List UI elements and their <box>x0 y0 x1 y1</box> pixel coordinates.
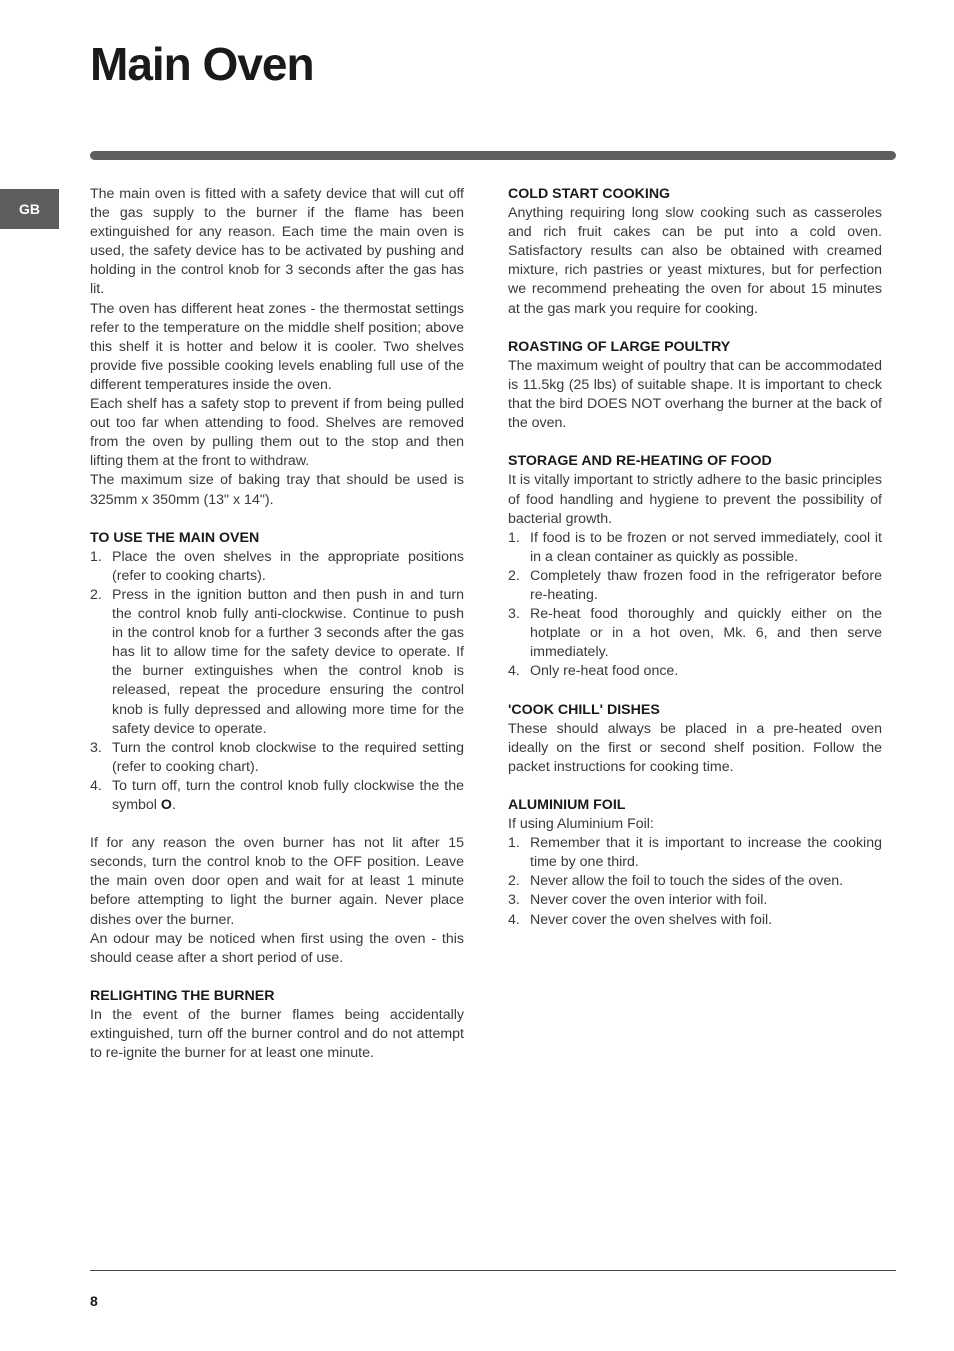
right-column <box>508 185 882 930</box>
list-item: 4. To turn off, turn the control knob fully clockwise the the symbol O. <box>90 777 464 813</box>
foil-steps-list <box>508 834 882 929</box>
list-item: 4. Never cover the oven shelves with foil. <box>508 911 773 928</box>
list-item: 3. Turn the control knob clockwise to the required setting (refer to cooking chart). <box>90 739 464 775</box>
cold-start-paragraph: Anything requiring long slow cooking such as casseroles and rich fruit cakes can be put into a cold oven. Satisfactory results can also be obtained with creamed mixture, rich pastries or yeast mixtures, but for perfection we recommend preheating the oven for about 15 minutes at the gas mark you require for cooking. <box>508 205 882 317</box>
note-paragraph: If for any reason the oven burner has not lit after 15 seconds, turn the control knob to the OFF position. Leave the main oven door open and wait for at least 1 minute before attempting to light the burner again. Never place dishes over the burner. <box>90 835 464 928</box>
storage-paragraph: It is vitally important to strictly adhere to the basic principles of food handling and hygiene to prevent the possibility of bacterial growth. <box>508 472 882 527</box>
off-symbol: O <box>160 797 172 813</box>
intro-paragraph: The oven has different heat zones - the thermostat settings refer to the temperature on the middle shelf position; above this shelf it is hotter and below it is cooler. Two shelves provide five possible cooking levels enabling full use of the different temperatures inside the oven. <box>90 300 464 393</box>
list-item: 1. Place the oven shelves in the appropriate positions (refer to cooking charts). <box>90 548 464 584</box>
list-item: 1. Remember that it is important to increase the cooking time by one third. <box>508 835 882 871</box>
page-title: Main Oven <box>90 38 314 90</box>
section-heading-poultry: ROASTING OF LARGE POULTRY <box>508 338 731 355</box>
section-heading-aluminium-foil: ALUMINIUM FOIL <box>508 797 626 813</box>
intro-paragraph: Each shelf has a safety stop to prevent if from being pulled out too far when attending to food. Shelves are removed from the oven by pulling them out to the stop and then lifting them at the front to withdraw. <box>90 396 464 470</box>
use-steps-list <box>90 548 464 815</box>
foil-intro: If using Aluminium Foil: <box>508 816 654 833</box>
intro-paragraph: The main oven is fitted with a safety device that will cut off the gas supply to the burner if the flame has been extinguished for any reason. Each time the main oven is used, the safety device has to be activated by pushing and holding in the control knob for 3 seconds after the gas has lit. <box>90 186 464 298</box>
section-heading-cold-start: COLD START COOKING <box>508 186 671 202</box>
footer-divider <box>90 1270 896 1271</box>
list-item: 2. Press in the ignition button and then push in and turn the control knob fully anti-clockwise. Continue to push in the control knob for a further 3 seconds after the gas has lit to allow time for the safety device to operate. If the burner extinguishes when the control knob is released, repeat the procedure ensuring the control knob is fully depressed and allowing more time for the safety device to operate. <box>90 586 464 737</box>
list-item: 4. Only re-heat food once. <box>508 663 679 680</box>
title-divider <box>90 151 896 160</box>
section-heading-cook-chill: 'COOK CHILL' DISHES <box>508 701 660 718</box>
list-item: 2. Never allow the foil to touch the sides of the oven. <box>508 873 844 890</box>
note-paragraph: An odour may be noticed when first using the oven - this should cease after a short period of use. <box>90 930 464 966</box>
list-item: 2. Completely thaw frozen food in the refrigerator before re-heating. <box>508 567 882 603</box>
relighting-paragraph: In the event of the burner flames being accidentally extinguished, turn off the burner control and do not attempt to re-ignite the burner for at least one minute. <box>90 1007 464 1062</box>
storage-steps-list <box>508 529 882 682</box>
list-item: 3. Never cover the oven interior with foil. <box>508 892 768 909</box>
intro-paragraph: The maximum size of baking tray that should be used is 325mm x 350mm (13" x 14"). <box>90 472 464 508</box>
cook-chill-paragraph: These should always be placed in a pre-heated oven ideally on the first or second shelf position. Follow the packet instructions for cooking time. <box>508 720 882 775</box>
left-column <box>90 185 464 1063</box>
section-heading-relighting: RELIGHTING THE BURNER <box>90 987 275 1004</box>
section-heading-use-main-oven: TO USE THE MAIN OVEN <box>90 529 260 546</box>
page-number: 8 <box>90 1293 98 1309</box>
poultry-paragraph: The maximum weight of poultry that can be accommodated is 11.5kg (25 lbs) of suitable shape. It is important to check that the bird DOES NOT overhang the burner at the back of the oven. <box>508 357 882 432</box>
list-item: 3. Re-heat food thoroughly and quickly either on the hotplate or in a hot oven, Mk. 6, and then serve immediately. <box>508 606 882 661</box>
section-heading-storage: STORAGE AND RE-HEATING OF FOOD <box>508 453 772 470</box>
language-tab: GB <box>0 189 59 229</box>
list-item: 1. If food is to be frozen or not served immediately, cool it in a clean container as quickly as possible. <box>508 529 882 565</box>
